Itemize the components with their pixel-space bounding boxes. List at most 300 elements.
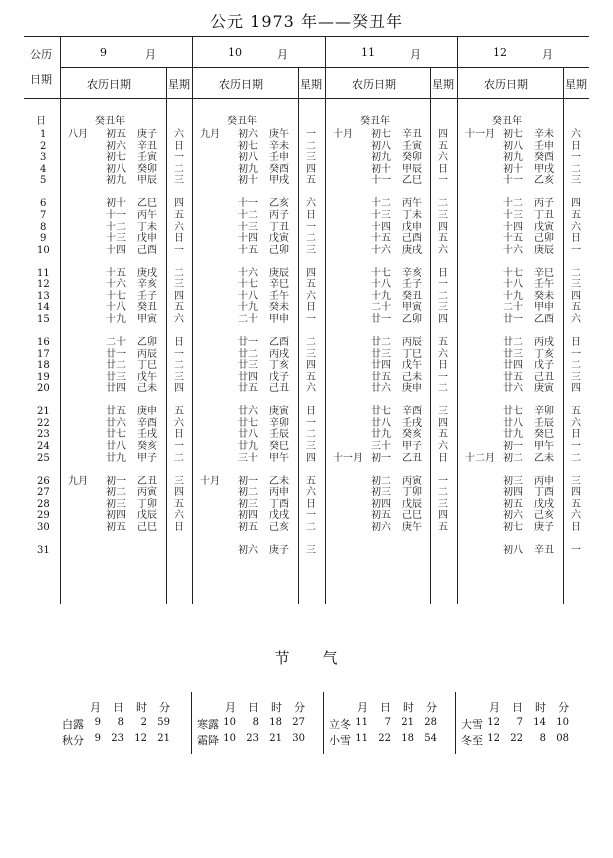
year-name: 癸丑年	[227, 116, 257, 127]
ganzhi: 丁卯	[402, 487, 422, 499]
ganzhi: 壬戌	[137, 429, 157, 441]
ganzhi: 庚午	[402, 521, 422, 533]
table-top-rule	[24, 36, 589, 37]
gregorian-day: 9	[40, 233, 47, 245]
ganzhi: 癸酉	[269, 163, 289, 175]
jieqi-col-header: 日	[512, 701, 523, 714]
weekday: 一	[571, 244, 581, 256]
page-title: 公元 1973 年——癸丑年	[210, 12, 403, 31]
gregorian-day: 3	[40, 152, 47, 164]
week-divider	[563, 68, 564, 604]
lunar-day: 廿一	[371, 314, 391, 325]
ganzhi: 丁酉	[534, 487, 554, 499]
weekday: 日	[571, 233, 581, 245]
weekday: 六	[306, 487, 316, 499]
ganzhi: 辛巳	[269, 279, 289, 291]
gregorian-day: 8	[40, 221, 47, 233]
ganzhi: 辛丑	[137, 140, 157, 152]
ganzhi: 乙酉	[534, 314, 554, 325]
lunar-day: 十五	[238, 244, 258, 256]
week-label: 星期	[300, 78, 322, 91]
lunar-day: 二十	[371, 302, 391, 314]
weekday: 日	[438, 452, 448, 464]
jieqi-value: 8	[252, 717, 259, 728]
ganzhi: 丁亥	[534, 348, 554, 360]
lunar-day: 廿八	[238, 429, 258, 441]
nongli-label: 农历日期	[484, 78, 528, 91]
weekday: 三	[438, 302, 448, 314]
ganzhi: 甲子	[137, 452, 157, 464]
lunar-day: 初七	[106, 152, 126, 164]
ganzhi: 戊寅	[269, 233, 289, 245]
weekday: 日	[174, 521, 184, 533]
ganzhi: 癸卯	[402, 152, 422, 164]
weekday: 五	[438, 336, 448, 348]
ganzhi: 戊子	[534, 360, 554, 372]
ganzhi: 壬申	[534, 140, 554, 152]
weekday: 三	[306, 441, 316, 452]
ganzhi: 壬子	[402, 279, 422, 291]
lunar-day: 初四	[503, 487, 523, 499]
lunar-day: 廿四	[371, 360, 391, 372]
ganzhi: 丙辰	[137, 348, 157, 360]
lunar-day: 初九	[106, 175, 126, 187]
ganzhi: 癸亥	[137, 441, 157, 452]
ganzhi: 己巳	[137, 521, 157, 533]
ganzhi: 丁酉	[269, 498, 289, 510]
ganzhi: 戊辰	[137, 510, 157, 522]
ganzhi: 癸巳	[269, 441, 289, 452]
weekday: 日	[571, 336, 581, 348]
jieqi-value: 10	[223, 733, 236, 744]
lunar-day: 初八	[106, 163, 126, 175]
weekday: 三	[438, 406, 448, 418]
gregorian-day: 2	[40, 140, 47, 152]
weekday: 一	[306, 510, 316, 522]
ganzhi: 戊辰	[402, 498, 422, 510]
lunar-day: 廿一	[503, 314, 523, 325]
lunar-day: 初四	[371, 498, 391, 510]
jieqi-name: 白露	[62, 718, 84, 731]
jieqi-col-header: 时	[271, 701, 282, 714]
ganzhi: 庚寅	[269, 406, 289, 418]
lunar-day: 初八	[503, 140, 523, 152]
ganzhi: 乙亥	[534, 175, 554, 187]
weekday: 三	[306, 544, 316, 556]
jieqi-col-header: 月	[357, 701, 368, 714]
lunar-day: 初四	[106, 510, 126, 522]
ganzhi: 庚戌	[137, 267, 157, 279]
lunar-day: 廿九	[371, 429, 391, 441]
weekday: 二	[306, 233, 316, 245]
lunar-day: 十九	[371, 290, 391, 302]
weekday: 六	[174, 129, 184, 140]
jieqi-col-header: 分	[426, 701, 437, 714]
weekday: 四	[438, 417, 448, 429]
jieqi-value: 8	[539, 733, 546, 744]
ganzhi: 庚辰	[269, 267, 289, 279]
weekday: 五	[438, 140, 448, 152]
header-bottom-rule	[24, 98, 589, 99]
weekday: 一	[571, 441, 581, 452]
jieqi-name: 霜降	[197, 734, 219, 747]
lunar-day: 十九	[238, 302, 258, 314]
lunar-day: 十二	[503, 198, 523, 210]
lunar-day: 廿一	[238, 336, 258, 348]
ganzhi: 己巳	[402, 510, 422, 522]
ganzhi: 癸丑	[402, 290, 422, 302]
jieqi-value: 59	[157, 717, 170, 728]
ganzhi: 庚戌	[402, 244, 422, 256]
gregorian-day: 31	[37, 544, 50, 556]
ganzhi: 辛卯	[534, 406, 554, 418]
weekday: 一	[174, 152, 184, 164]
weekday: 一	[174, 244, 184, 256]
weekday: 五	[306, 279, 316, 291]
weekday: 一	[306, 417, 316, 429]
ganzhi: 庚申	[402, 383, 422, 395]
weekday: 二	[571, 360, 581, 372]
lunar-day: 廿八	[106, 441, 126, 452]
weekday: 五	[174, 498, 184, 510]
weekday: 二	[174, 452, 184, 464]
lunar-day: 初三	[106, 498, 126, 510]
lunar-day: 十六	[371, 244, 391, 256]
weekday: 二	[306, 336, 316, 348]
col-divider	[325, 37, 326, 604]
ganzhi: 辛亥	[402, 267, 422, 279]
ganzhi: 庚辰	[534, 244, 554, 256]
lunar-day: 十二	[371, 198, 391, 210]
weekday: 四	[438, 129, 448, 140]
weekday: 四	[174, 198, 184, 210]
jieqi-divider	[323, 692, 324, 754]
weekday: 二	[438, 383, 448, 395]
ganzhi: 庚子	[269, 544, 289, 556]
weekday: 三	[306, 348, 316, 360]
weekday: 六	[174, 510, 184, 522]
gregorian-day: 19	[37, 371, 50, 383]
lunar-day: 初八	[503, 544, 523, 556]
ganzhi: 壬午	[534, 279, 554, 291]
week-label: 星期	[168, 78, 190, 91]
jieqi-col-header: 日	[113, 701, 124, 714]
lunar-day: 廿二	[106, 360, 126, 372]
jieqi-name: 立冬	[329, 718, 351, 731]
gregorian-day: 5	[40, 175, 47, 187]
lunar-day: 十一	[106, 209, 126, 221]
weekday: 三	[174, 371, 184, 383]
weekday: 一	[571, 544, 581, 556]
lunar-day: 初五	[106, 129, 126, 140]
gregorian-day: 29	[37, 510, 50, 522]
ganzhi: 甲午	[534, 441, 554, 452]
weekday: 一	[306, 314, 316, 325]
ganzhi: 乙丑	[402, 452, 422, 464]
col-divider	[60, 37, 61, 604]
weekday: 二	[174, 163, 184, 175]
lunar-day: 三十	[238, 452, 258, 464]
jieqi-value: 21	[157, 733, 170, 744]
week-label: 星期	[432, 78, 454, 91]
lunar-day: 初八	[371, 140, 391, 152]
lunar-day: 十八	[238, 290, 258, 302]
year-name: 癸丑年	[360, 116, 390, 127]
lunar-day: 廿九	[106, 452, 126, 464]
lunar-day: 初六	[238, 544, 258, 556]
lunar-day: 十九	[503, 290, 523, 302]
jieqi-value: 11	[355, 733, 368, 744]
lunar-day: 初九	[371, 152, 391, 164]
ganzhi: 己亥	[534, 510, 554, 522]
lunar-day: 廿八	[371, 417, 391, 429]
ganzhi: 己卯	[269, 244, 289, 256]
weekday: 一	[571, 348, 581, 360]
month-number: 11	[361, 46, 375, 59]
ganzhi: 戊戌	[534, 498, 554, 510]
weekday: 六	[306, 198, 316, 210]
lunar-day: 十五	[106, 267, 126, 279]
ganzhi: 甲子	[402, 441, 422, 452]
weekday: 六	[174, 221, 184, 233]
ganzhi: 庚子	[137, 129, 157, 140]
lunar-day: 廿九	[238, 441, 258, 452]
nongli-label: 农历日期	[87, 78, 131, 91]
weekday: 六	[571, 129, 581, 140]
jieqi-name: 寒露	[197, 718, 219, 731]
ganzhi: 甲辰	[402, 163, 422, 175]
lunar-day: 初六	[106, 140, 126, 152]
weekday: 六	[571, 417, 581, 429]
ganzhi: 戊申	[137, 233, 157, 245]
lunar-month-marker: 八月	[68, 129, 88, 140]
lunar-day: 初九	[503, 152, 523, 164]
ganzhi: 丁丑	[534, 209, 554, 221]
month-number: 9	[100, 46, 107, 59]
ganzhi: 戊午	[402, 360, 422, 372]
lunar-day: 二十	[503, 302, 523, 314]
gregorian-day: 14	[37, 302, 50, 314]
weekday: 一	[174, 348, 184, 360]
lunar-day: 廿三	[503, 348, 523, 360]
jieqi-value: 21	[269, 733, 282, 744]
month-suffix: 月	[145, 48, 156, 61]
ganzhi: 己未	[137, 383, 157, 395]
ganzhi: 乙酉	[269, 336, 289, 348]
weekday: 五	[306, 175, 316, 187]
lunar-day: 初七	[371, 129, 391, 140]
jieqi-value: 18	[401, 733, 414, 744]
ganzhi: 戊午	[137, 371, 157, 383]
weekday: 五	[306, 475, 316, 487]
month-suffix: 月	[410, 48, 421, 61]
ganzhi: 辛丑	[534, 544, 554, 556]
lunar-day: 廿九	[503, 429, 523, 441]
weekday: 三	[571, 175, 581, 187]
lunar-day: 廿六	[106, 417, 126, 429]
jieqi-title: 节 气	[274, 649, 339, 667]
jieqi-value: 21	[401, 717, 414, 728]
weekday: 二	[306, 521, 316, 533]
lunar-day: 二十	[238, 314, 258, 325]
jieqi-value: 10	[556, 717, 569, 728]
jieqi-name: 冬至	[461, 734, 483, 747]
gregorian-day: 22	[37, 417, 50, 429]
ganzhi: 丙午	[137, 209, 157, 221]
weekday: 日	[306, 498, 316, 510]
week-divider	[430, 68, 431, 604]
ganzhi: 乙卯	[137, 336, 157, 348]
ganzhi: 丙子	[269, 209, 289, 221]
lunar-day: 廿四	[238, 371, 258, 383]
lunar-day: 十三	[238, 221, 258, 233]
weekday: 四	[306, 163, 316, 175]
lunar-day: 初一	[106, 475, 126, 487]
nongli-label: 农历日期	[352, 78, 396, 91]
lunar-day: 初七	[503, 129, 523, 140]
ganzhi: 丙子	[534, 198, 554, 210]
weekday: 日	[571, 140, 581, 152]
weekday: 日	[306, 209, 316, 221]
jieqi-value: 28	[424, 717, 437, 728]
weekday: 五	[306, 371, 316, 383]
ganzhi: 甲申	[269, 314, 289, 325]
weekday: 五	[174, 302, 184, 314]
jieqi-col-header: 月	[90, 701, 101, 714]
weekday: 二	[438, 487, 448, 499]
lunar-day: 廿五	[106, 406, 126, 418]
weekday: 一	[438, 475, 448, 487]
ganzhi: 辛丑	[402, 129, 422, 140]
month-suffix: 月	[542, 48, 553, 61]
lunar-day: 十五	[371, 233, 391, 245]
gregorian-day: 18	[37, 360, 50, 372]
jieqi-divider	[455, 692, 456, 754]
lunar-day: 廿七	[371, 406, 391, 418]
ganzhi: 戊寅	[534, 221, 554, 233]
year-name: 癸丑年	[492, 116, 522, 127]
ganzhi: 丁未	[402, 209, 422, 221]
weekday: 六	[571, 314, 581, 325]
col-divider	[457, 37, 458, 604]
nongli-label: 农历日期	[219, 78, 263, 91]
ganzhi: 庚寅	[534, 383, 554, 395]
lunar-day: 初十	[371, 163, 391, 175]
riqi-label: 日期	[30, 73, 52, 86]
weekday: 三	[571, 279, 581, 291]
weekday: 五	[571, 302, 581, 314]
ganzhi: 甲寅	[137, 314, 157, 325]
lunar-day: 廿六	[503, 383, 523, 395]
lunar-day: 初三	[238, 498, 258, 510]
lunar-day: 廿一	[106, 348, 126, 360]
lunar-day: 初一	[503, 441, 523, 452]
ganzhi: 癸未	[269, 302, 289, 314]
lunar-day: 十五	[503, 233, 523, 245]
lunar-day: 廿二	[503, 336, 523, 348]
jieqi-value: 18	[269, 717, 282, 728]
lunar-day: 廿五	[503, 371, 523, 383]
jieqi-value: 27	[292, 717, 305, 728]
ganzhi: 己卯	[534, 233, 554, 245]
weekday: 日	[174, 336, 184, 348]
lunar-day: 廿二	[238, 348, 258, 360]
lunar-day: 十七	[238, 279, 258, 291]
lunar-month-marker: 十月	[200, 475, 220, 487]
weekday: 四	[438, 510, 448, 522]
weekday: 二	[571, 452, 581, 464]
lunar-day: 十三	[371, 209, 391, 221]
jieqi-value: 12	[134, 733, 147, 744]
gregorian-day: 12	[37, 279, 50, 291]
gregorian-day: 7	[40, 209, 47, 221]
ganzhi: 丁巳	[137, 360, 157, 372]
weekday: 五	[438, 429, 448, 441]
ganzhi: 乙巳	[137, 198, 157, 210]
lunar-day: 十一	[371, 175, 391, 187]
gregorian-day: 1	[40, 129, 47, 140]
weekday: 五	[571, 406, 581, 418]
ganzhi: 甲辰	[137, 175, 157, 187]
jieqi-col-header: 时	[403, 701, 414, 714]
weekday: 日	[571, 521, 581, 533]
lunar-day: 二十	[106, 336, 126, 348]
ganzhi: 乙丑	[137, 475, 157, 487]
lunar-day: 十七	[371, 267, 391, 279]
jieqi-value: 11	[355, 717, 368, 728]
ganzhi: 壬辰	[534, 417, 554, 429]
lunar-day: 廿七	[238, 417, 258, 429]
jieqi-value: 23	[246, 733, 259, 744]
weekday: 五	[571, 209, 581, 221]
gregorian-day: 28	[37, 498, 50, 510]
weekday: 六	[438, 152, 448, 164]
weekday: 五	[174, 406, 184, 418]
weekday: 四	[438, 314, 448, 325]
lunar-day: 初四	[238, 510, 258, 522]
lunar-month-marker: 十月	[333, 129, 353, 140]
lunar-day: 廿二	[371, 336, 391, 348]
weekday: 三	[174, 279, 184, 291]
lunar-month-marker: 十一月	[333, 452, 363, 464]
ganzhi: 癸卯	[137, 163, 157, 175]
ganzhi: 壬寅	[402, 140, 422, 152]
gregorian-day: 11	[37, 267, 50, 279]
ganzhi: 癸亥	[402, 429, 422, 441]
weekday: 四	[571, 383, 581, 395]
lunar-day: 初五	[106, 521, 126, 533]
ganzhi: 壬午	[269, 290, 289, 302]
week-divider	[166, 68, 167, 604]
weekday: 一	[438, 279, 448, 291]
ganzhi: 己亥	[269, 521, 289, 533]
ganzhi: 壬辰	[269, 429, 289, 441]
weekday: 日	[571, 429, 581, 441]
gregorian-day: 13	[37, 290, 50, 302]
lunar-day: 廿七	[106, 429, 126, 441]
weekday: 日	[438, 163, 448, 175]
jieqi-value: 22	[510, 733, 523, 744]
lunar-day: 初六	[238, 129, 258, 140]
ganzhi: 丙申	[269, 487, 289, 499]
lunar-day: 十二	[106, 221, 126, 233]
weekday: 二	[571, 267, 581, 279]
gregorian-day: 30	[37, 521, 50, 533]
ganzhi: 乙巳	[402, 175, 422, 187]
lunar-day: 十一	[503, 175, 523, 187]
ganzhi: 丙申	[534, 475, 554, 487]
ganzhi: 丙寅	[137, 487, 157, 499]
